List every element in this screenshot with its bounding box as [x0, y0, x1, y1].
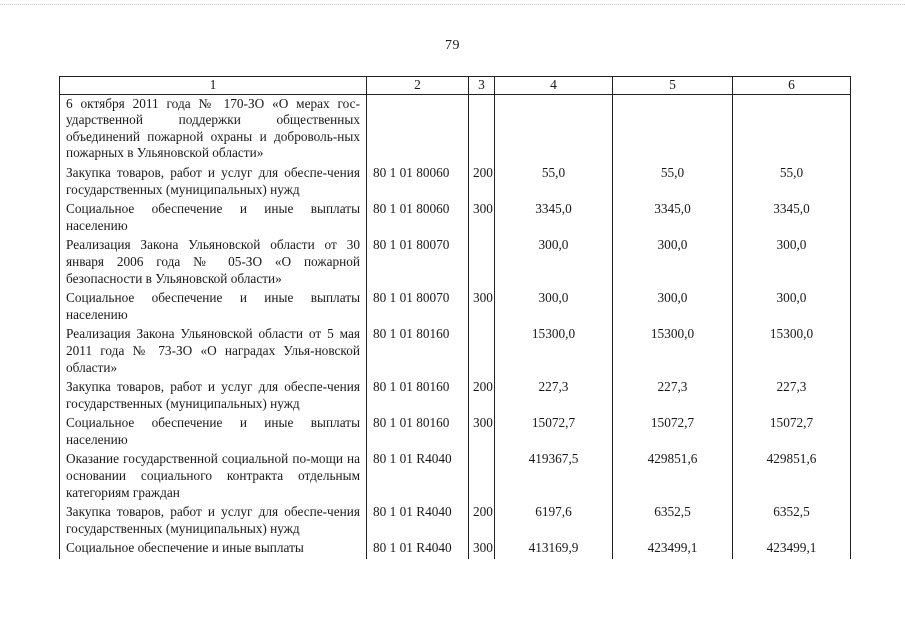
row-code: 80 1 01 R4040	[367, 450, 469, 503]
row-value-2025: 423499,1	[733, 539, 851, 559]
table-row	[60, 539, 851, 559]
row-type	[469, 325, 495, 378]
row-type: 200	[469, 164, 495, 200]
row-value-2025	[733, 94, 851, 164]
table-row	[60, 450, 851, 503]
row-code: 80 1 01 80070	[367, 236, 469, 289]
row-description: Реализация Закона Ульяновской области от 30 января 2006 года № 05-ЗО «О пожарной безопасности в Ульяновской области»	[60, 236, 367, 289]
row-description: 6 октября 2011 года № 170-ЗО «О мерах гос-ударственной поддержки общественных объединений пожарной охраны и доброволь-ных пожарных в Ульяновской области»	[60, 94, 367, 164]
row-code: 80 1 01 80060	[367, 164, 469, 200]
row-value-2023: 300,0	[495, 236, 613, 289]
row-value-2024: 300,0	[613, 289, 733, 325]
table-row	[60, 289, 851, 325]
row-value-2024: 15072,7	[613, 414, 733, 450]
row-value-2023: 15300,0	[495, 325, 613, 378]
row-value-2023: 55,0	[495, 164, 613, 200]
row-code: 80 1 01 80070	[367, 289, 469, 325]
row-type: 200	[469, 503, 495, 539]
row-type	[469, 450, 495, 503]
row-description: Закупка товаров, работ и услуг для обеспе-чения государственных (муниципальных) нужд	[60, 378, 367, 414]
row-value-2025: 300,0	[733, 236, 851, 289]
row-value-2023: 15072,7	[495, 414, 613, 450]
table-row	[60, 378, 851, 414]
row-code: 80 1 01 80160	[367, 325, 469, 378]
row-type	[469, 94, 495, 164]
column-header: 2	[367, 77, 469, 95]
row-value-2023: 413169,9	[495, 539, 613, 559]
row-description: Социальное обеспечение и иные выплаты	[60, 539, 367, 559]
row-value-2025: 429851,6	[733, 450, 851, 503]
row-value-2023: 6197,6	[495, 503, 613, 539]
row-value-2023: 300,0	[495, 289, 613, 325]
row-value-2023: 227,3	[495, 378, 613, 414]
row-code: 80 1 01 R4040	[367, 539, 469, 559]
row-value-2024: 227,3	[613, 378, 733, 414]
row-type: 200	[469, 378, 495, 414]
row-value-2023: 3345,0	[495, 200, 613, 236]
row-value-2025: 15072,7	[733, 414, 851, 450]
table-row	[60, 200, 851, 236]
row-value-2024: 3345,0	[613, 200, 733, 236]
table-row	[60, 94, 851, 164]
budget-table	[59, 76, 851, 559]
column-header: 1	[60, 77, 367, 95]
row-value-2025: 55,0	[733, 164, 851, 200]
row-description: Реализация Закона Ульяновской области от 5 мая 2011 года № 73-ЗО «О наградах Улья-новской области»	[60, 325, 367, 378]
table-row	[60, 164, 851, 200]
row-value-2024: 300,0	[613, 236, 733, 289]
row-value-2025: 300,0	[733, 289, 851, 325]
row-description: Социальное обеспечение и иные выплаты населению	[60, 289, 367, 325]
column-header: 5	[613, 77, 733, 95]
row-type	[469, 236, 495, 289]
row-code: 80 1 01 80060	[367, 200, 469, 236]
row-description: Закупка товаров, работ и услуг для обеспе-чения государственных (муниципальных) нужд	[60, 503, 367, 539]
row-type: 300	[469, 539, 495, 559]
column-header: 6	[733, 77, 851, 95]
row-value-2025: 6352,5	[733, 503, 851, 539]
table-row	[60, 325, 851, 378]
row-value-2023: 419367,5	[495, 450, 613, 503]
row-code: 80 1 01 80160	[367, 378, 469, 414]
column-header: 4	[495, 77, 613, 95]
row-value-2024	[613, 94, 733, 164]
table-row	[60, 503, 851, 539]
scan-edge	[0, 4, 905, 7]
row-code: 80 1 01 R4040	[367, 503, 469, 539]
row-code: 80 1 01 80160	[367, 414, 469, 450]
table-row	[60, 414, 851, 450]
row-value-2025: 3345,0	[733, 200, 851, 236]
row-type: 300	[469, 200, 495, 236]
row-description: Социальное обеспечение и иные выплаты населению	[60, 414, 367, 450]
row-value-2024: 423499,1	[613, 539, 733, 559]
row-description: Закупка товаров, работ и услуг для обеспе-чения государственных (муниципальных) нужд	[60, 164, 367, 200]
row-description: Социальное обеспечение и иные выплаты населению	[60, 200, 367, 236]
row-value-2024: 429851,6	[613, 450, 733, 503]
row-value-2025: 15300,0	[733, 325, 851, 378]
row-description: Оказание государственной социальной по-мощи на основании социального контракта отдельным категориям граждан	[60, 450, 367, 503]
table-row	[60, 236, 851, 289]
row-value-2024: 55,0	[613, 164, 733, 200]
page-number: 79	[445, 38, 460, 53]
row-value-2023	[495, 94, 613, 164]
table-header-row	[60, 77, 851, 95]
row-type: 300	[469, 414, 495, 450]
row-value-2025: 227,3	[733, 378, 851, 414]
column-header: 3	[469, 77, 495, 95]
row-code	[367, 94, 469, 164]
row-type: 300	[469, 289, 495, 325]
row-value-2024: 6352,5	[613, 503, 733, 539]
row-value-2024: 15300,0	[613, 325, 733, 378]
